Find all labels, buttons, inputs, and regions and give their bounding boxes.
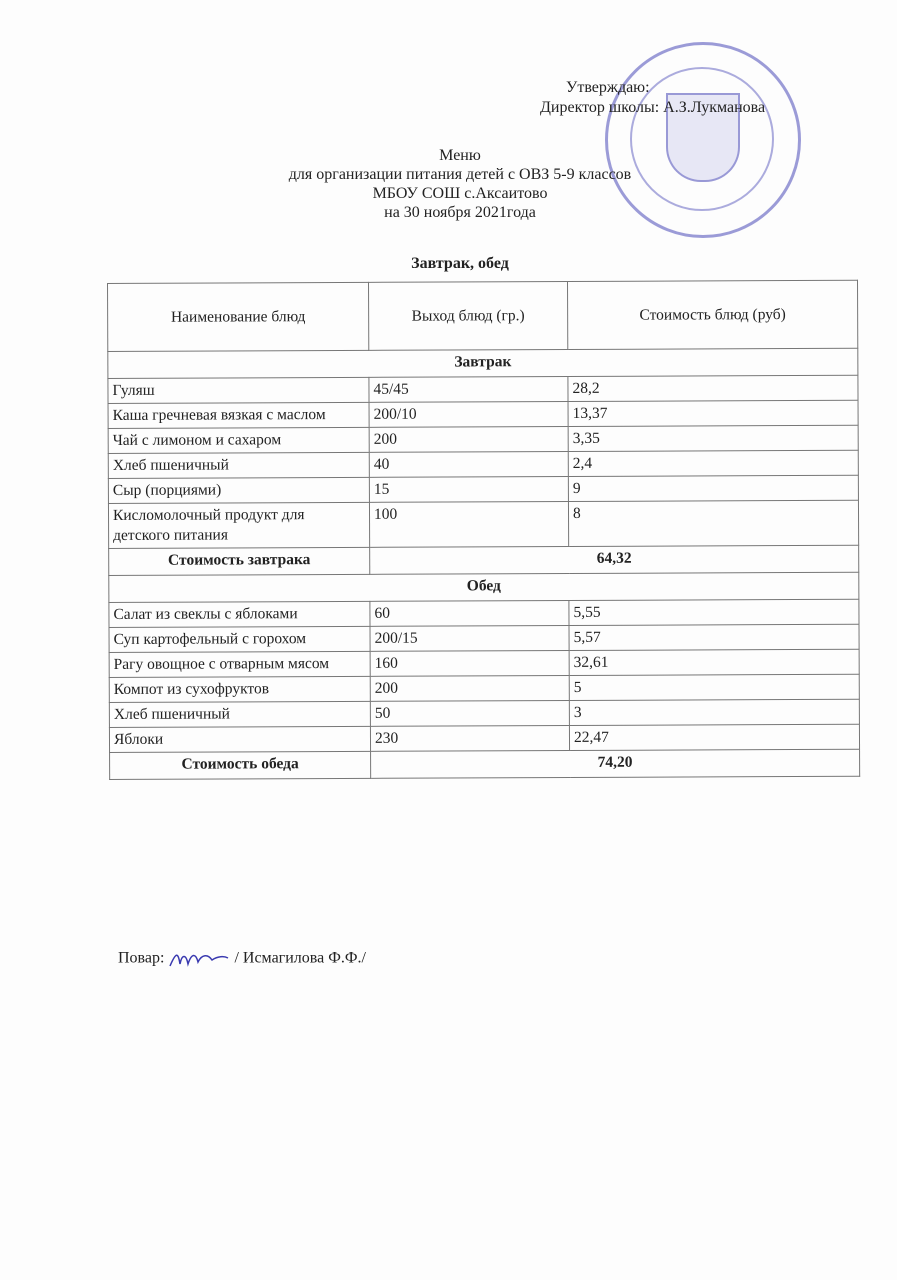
table-row xyxy=(109,624,859,652)
title-date: на 30 ноября 2021года xyxy=(384,204,536,221)
approval-label: Утверждаю: xyxy=(566,79,650,96)
header-dish: Наименование блюд xyxy=(108,282,369,351)
dish-cost: 3 xyxy=(569,699,859,725)
dish-weight: 40 xyxy=(369,451,568,477)
header-cost: Стоимость блюд (руб) xyxy=(567,280,857,349)
total-value: 74,20 xyxy=(371,749,860,778)
dish-cost: 28,2 xyxy=(568,375,858,401)
dish-weight: 200/10 xyxy=(369,401,568,427)
table-row xyxy=(108,375,858,403)
cook-signature-line xyxy=(118,948,366,970)
dish-name: Яблоки xyxy=(109,726,370,752)
dish-weight: 200 xyxy=(370,675,569,701)
dish-weight: 100 xyxy=(369,501,568,547)
approval-block xyxy=(540,78,765,118)
dish-weight: 200/15 xyxy=(370,625,569,651)
section-label: Завтрак xyxy=(108,348,858,378)
dish-cost: 9 xyxy=(568,475,858,501)
subtitle: Завтрак, обед xyxy=(411,255,509,272)
total-label: Стоимость обеда xyxy=(110,751,371,779)
title-line: МБОУ СОШ с.Аксаитово xyxy=(372,185,548,202)
cook-name: / Исмагилова Ф.Ф./ xyxy=(234,949,366,967)
header-weight: Выход блюд (гр.) xyxy=(368,281,567,350)
table-row xyxy=(108,450,858,478)
title-line: Меню xyxy=(439,147,481,164)
dish-name: Сыр (порциями) xyxy=(108,477,369,503)
dish-name: Гуляш xyxy=(108,377,369,403)
dish-name: Салат из свеклы с яблоками xyxy=(109,601,370,627)
total-row xyxy=(109,545,859,575)
dish-cost: 13,37 xyxy=(568,400,858,426)
dish-cost: 5 xyxy=(569,674,859,700)
dish-weight: 60 xyxy=(370,600,569,626)
dish-name: Компот из сухофруктов xyxy=(109,676,370,702)
dish-cost: 32,61 xyxy=(569,649,859,675)
table-row xyxy=(108,400,858,428)
director-name: Директор школы: А.З.Лукманова xyxy=(540,99,766,116)
table-row xyxy=(109,724,859,752)
signature-icon xyxy=(168,948,230,970)
dish-cost: 5,55 xyxy=(569,599,859,625)
dish-weight: 200 xyxy=(369,426,568,452)
dish-cost: 8 xyxy=(568,500,858,546)
table-row xyxy=(108,500,858,548)
dish-name: Суп картофельный с горохом xyxy=(109,626,370,652)
table-row xyxy=(109,649,859,677)
section-row xyxy=(108,348,858,378)
table-row xyxy=(109,699,859,727)
total-value: 64,32 xyxy=(370,545,859,574)
dish-weight: 45/45 xyxy=(369,376,568,402)
dish-name: Хлеб пшеничный xyxy=(109,701,370,727)
dish-name: Рагу овощное с отварным мясом xyxy=(109,651,370,677)
section-row xyxy=(109,572,859,602)
dish-name: Чай с лимоном и сахаром xyxy=(108,427,369,453)
dish-weight: 230 xyxy=(370,725,569,751)
total-row xyxy=(110,749,860,779)
dish-name: Кисломолочный продукт для детского питания xyxy=(108,502,369,548)
dish-name: Хлеб пшеничный xyxy=(108,452,369,478)
table-row xyxy=(109,599,859,627)
dish-weight: 160 xyxy=(370,650,569,676)
dish-cost: 22,47 xyxy=(569,724,859,750)
table-row xyxy=(108,475,858,503)
dish-weight: 50 xyxy=(370,700,569,726)
dish-name: Каша гречневая вязкая с маслом xyxy=(108,402,369,428)
dish-cost: 2,4 xyxy=(568,450,858,476)
table-row xyxy=(109,674,859,702)
document-title xyxy=(200,146,720,222)
dish-weight: 15 xyxy=(369,476,568,502)
section-label: Обед xyxy=(109,572,859,602)
dish-cost: 5,57 xyxy=(569,624,859,650)
cook-label: Повар: xyxy=(118,949,165,967)
total-label: Стоимость завтрака xyxy=(109,547,370,575)
dish-cost: 3,35 xyxy=(568,425,858,451)
table-row xyxy=(108,425,858,453)
menu-table xyxy=(107,280,860,780)
title-line: для организации питания детей с ОВЗ 5-9 классов xyxy=(288,166,632,183)
